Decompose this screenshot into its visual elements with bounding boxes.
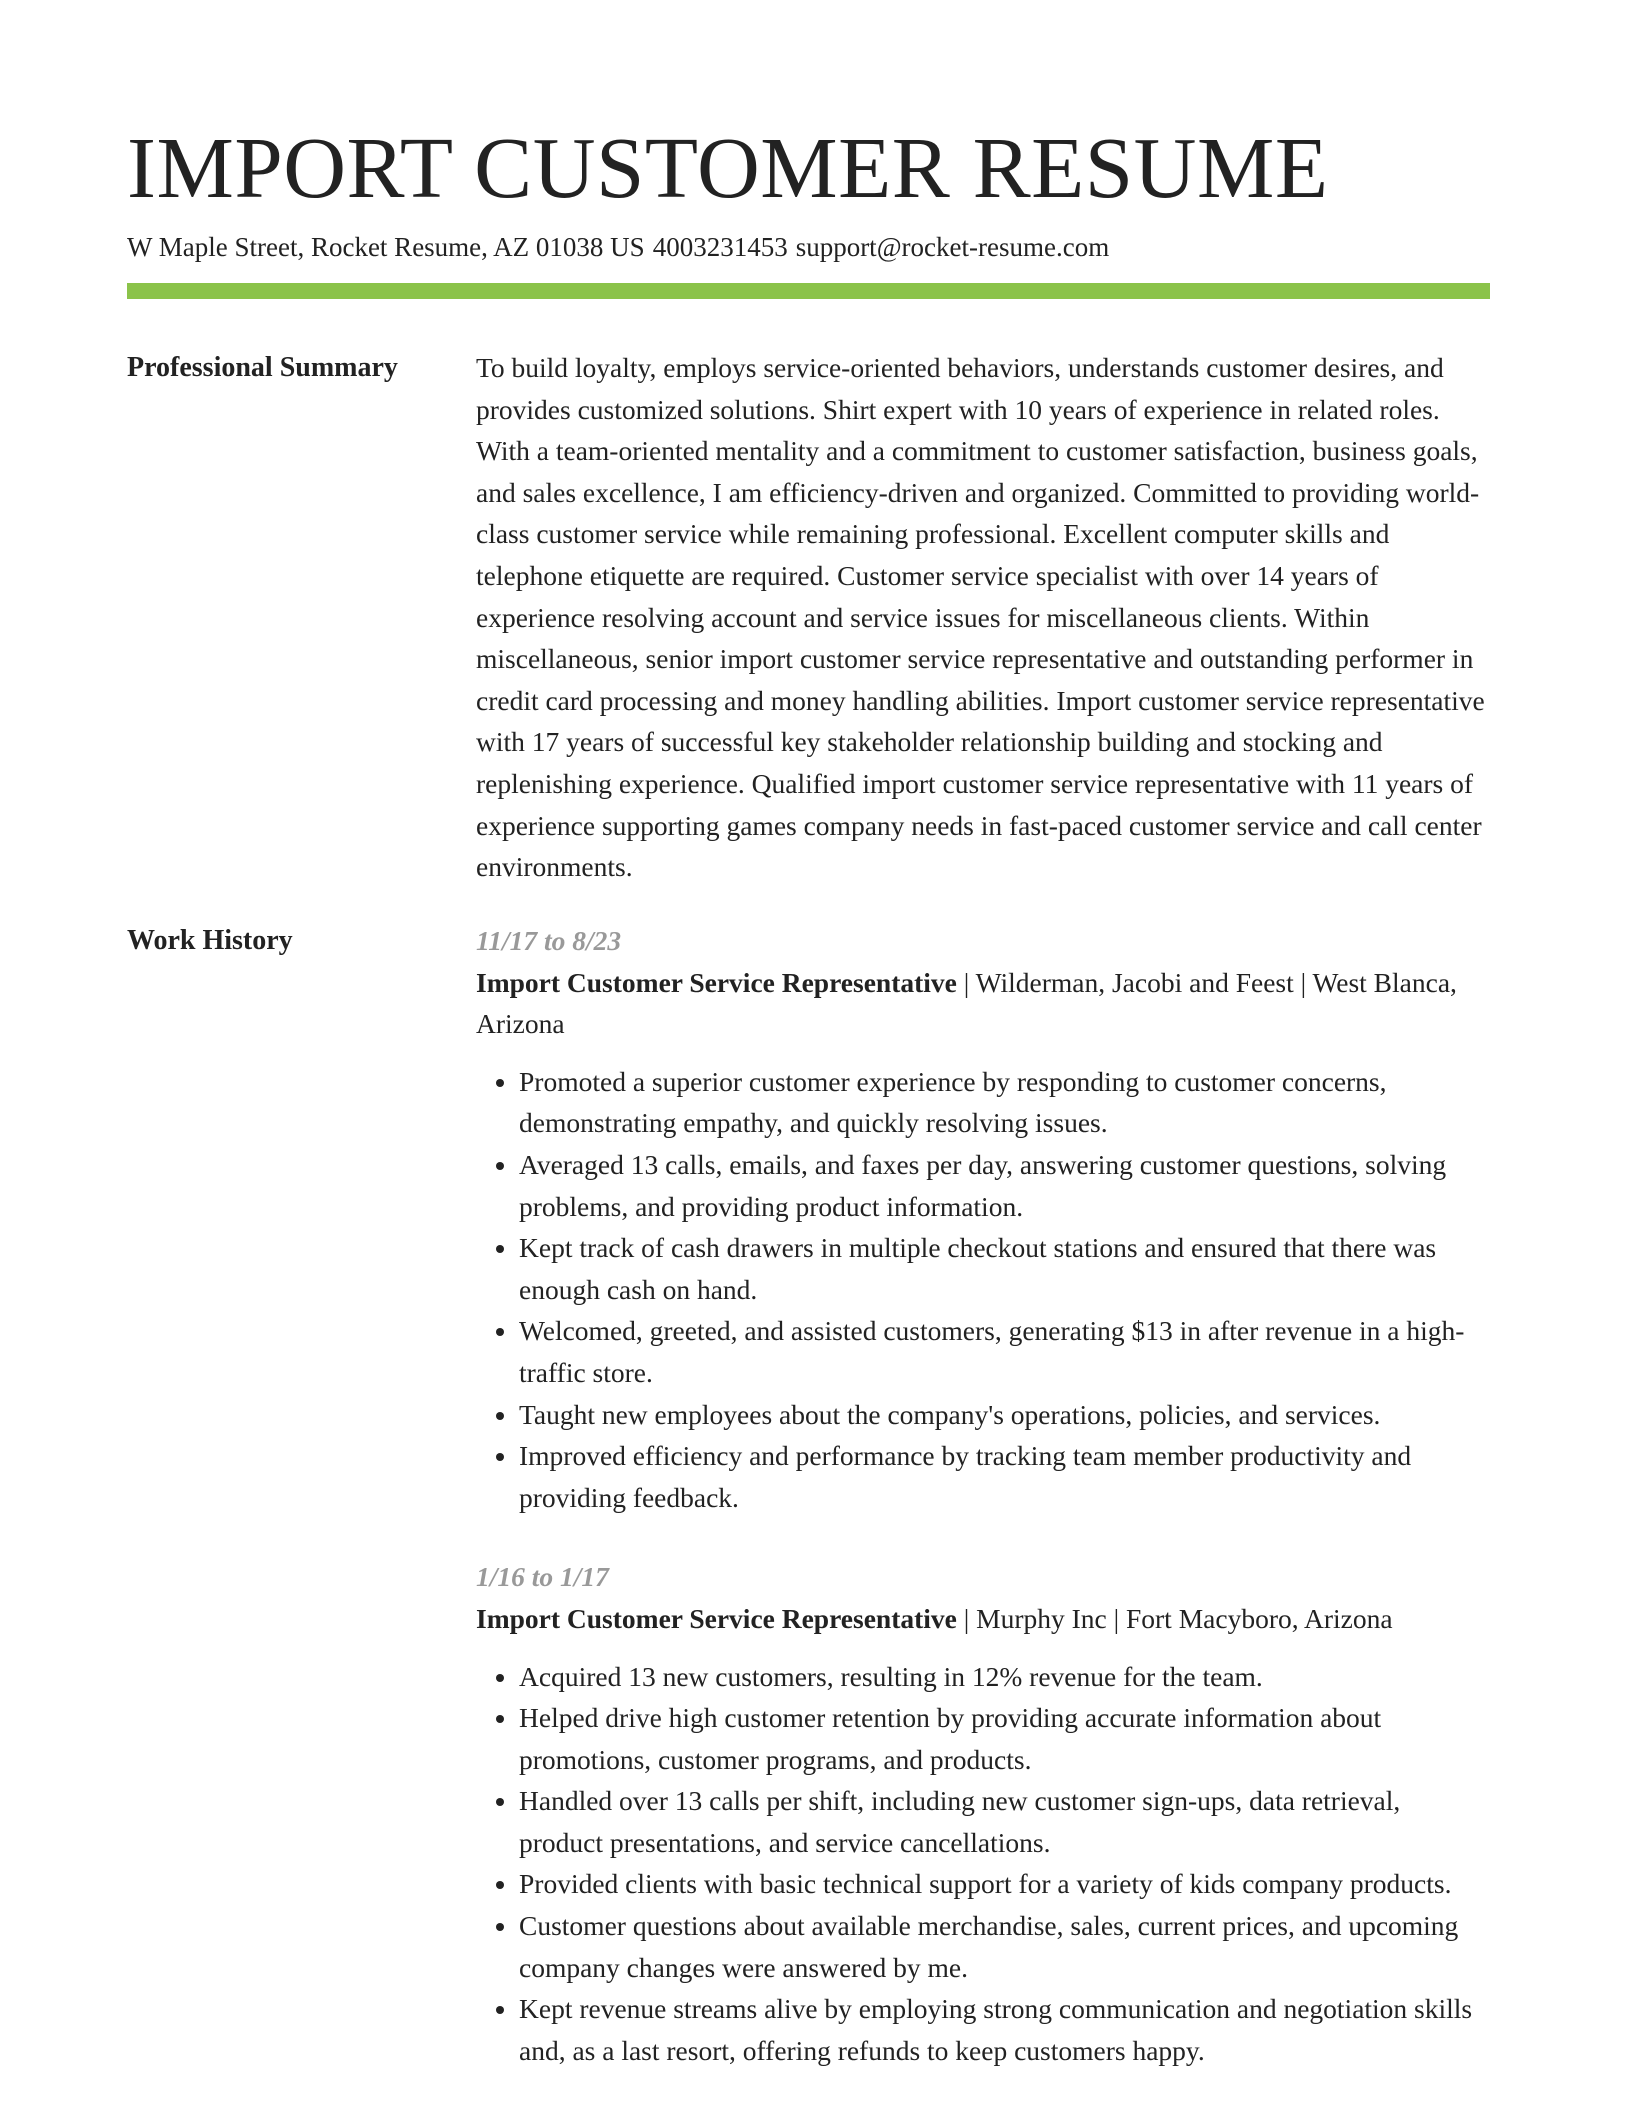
job-bullet-list: [476, 1061, 1490, 1519]
job-bullet: • Kept revenue streams alive by employing strong communication and negotiation skills and, as a last resort, offering refunds to keep customers happy.: [519, 1988, 1490, 2071]
job-bullet: • Improved efficiency and performance by tracking team member productivity and providing feedback.: [519, 1435, 1490, 1518]
contact-address: W Maple Street, Rocket Resume, AZ 01038 US: [127, 232, 645, 262]
resume-name-heading: IMPORT CUSTOMER RESUME: [127, 119, 1329, 216]
summary-label: Professional Summary: [127, 352, 398, 383]
job-bullet: • Taught new employees about the company's operations, policies, and services.: [519, 1394, 1490, 1436]
job-title: Import Customer Service Representative: [476, 966, 957, 998]
summary-text: To build loyalty, employs service-oriented behaviors, understands customer desires, and provides customized solutions. Shirt expert with 10 years of experience in related roles. With a team-oriented mentality and a commitment to customer satisfaction, business goals, and sales excellence, I am efficiency-driven and organized. Committed to providing world-class customer service while remaining professional. Excellent computer skills and telephone etiquette are required. Customer service specialist with over 14 years of experience resolving account and service issues for miscellaneous clients. Within miscellaneous, senior import customer service representative and outstanding performer in credit card processing and money handling abilities. Import customer service representative with 17 years of successful key stakeholder relationship building and stocking and replenishing experience. Qualified import customer service representative with 11 years of experience supporting games company needs in fast-paced customer service and call center environments.: [476, 352, 1485, 883]
contact-line: [127, 229, 1109, 265]
job-dates: 1/16 to 1/17: [476, 1561, 609, 1593]
job-bullet: • Averaged 13 calls, emails, and faxes per day, answering customer questions, solving problems, and providing product information.: [519, 1144, 1490, 1227]
job-bullet: • Promoted a superior customer experience by responding to customer concerns, demonstrating empathy, and quickly resolving issues.: [519, 1061, 1490, 1144]
job-bullet: • Handled over 13 calls per shift, including new customer sign-ups, data retrieval, product presentations, and service cancellations.: [519, 1780, 1490, 1863]
job-heading: [476, 962, 1490, 1045]
job-bullet: • Customer questions about available merchandise, sales, current prices, and upcoming company changes were answered by me.: [519, 1905, 1490, 1988]
job-bullet: • Helped drive high customer retention by providing accurate information about promotions, customer programs, and products.: [519, 1697, 1490, 1780]
work-history-label: Work History: [127, 925, 293, 956]
job-bullet: • Kept track of cash drawers in multiple checkout stations and ensured that there was enough cash on hand.: [519, 1227, 1490, 1310]
work-history-body: [476, 920, 1490, 2071]
job-title: Import Customer Service Representative: [476, 1602, 957, 1634]
job-bullet: • Welcomed, greeted, and assisted customers, generating $13 in after revenue in a high-traffic store.: [519, 1310, 1490, 1393]
job-entry: [476, 1556, 1490, 2071]
job-employer-location: | Wilderman, Jacobi and Feest | West Blanca, Arizona: [476, 966, 1457, 1040]
job-bullet: • Acquired 13 new customers, resulting in 12% revenue for the team.: [519, 1656, 1490, 1698]
contact-email: support@rocket-resume.com: [795, 232, 1110, 262]
job-employer-location: | Murphy Inc | Fort Macyboro, Arizona: [956, 1602, 1393, 1634]
job-entry: [476, 920, 1490, 1518]
job-bullet-list: [476, 1656, 1490, 2072]
job-heading: [476, 1598, 1490, 1640]
job-dates: 11/17 to 8/23: [476, 925, 622, 956]
summary-body: [476, 347, 1490, 888]
contact-phone: 4003231453: [652, 232, 788, 262]
job-bullet: • Provided clients with basic technical support for a variety of kids company products.: [519, 1863, 1490, 1905]
header-divider: [127, 283, 1490, 299]
